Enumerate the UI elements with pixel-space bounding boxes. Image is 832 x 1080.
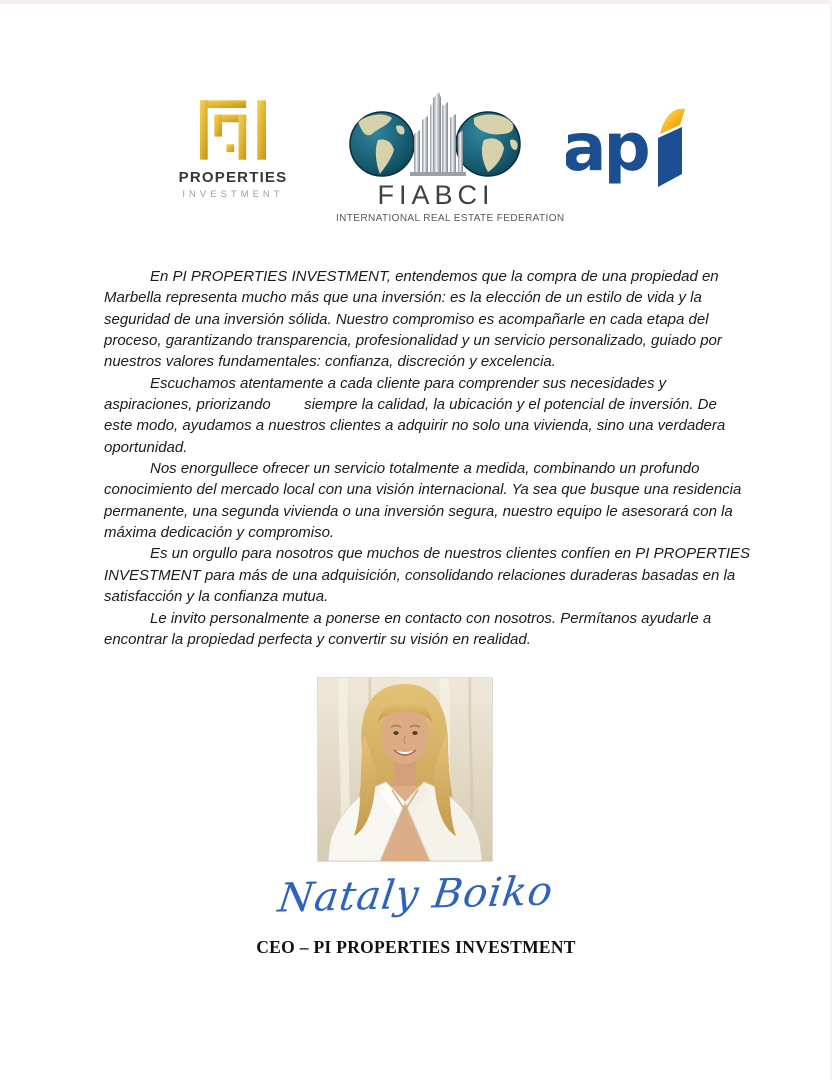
letter-line: nuestros valores fundamentales: confianza, discreción y excelencia. [104, 353, 556, 371]
letter-line: oportunidad. [104, 438, 188, 456]
letter-line: encontrar la propiedad perfecta y convertir su visión en realidad. [104, 630, 531, 648]
pi-wordmark-properties: PROPERTIES [178, 169, 288, 186]
paragraph [104, 543, 772, 607]
letter-line: este modo, ayudamos a nuestros clientes a adquirir no solo una vivienda, sino una verdadera [104, 417, 726, 435]
fiabci-wordmark: FIABCI [377, 180, 495, 210]
letter-line: INVESTMENT para más de una adquisición, consolidando relaciones duraderas basadas en la [104, 566, 736, 584]
letter-line: Es un orgullo para nosotros que muchos de nuestros clientes confíen en PI PROPERTIES [150, 545, 751, 563]
api-wordmark-icon [566, 106, 696, 191]
letter-line: aspiraciones, priorizando siempre la calidad, la ubicación y el potencial de inversión. De [104, 396, 717, 414]
page-top-edge-strip [0, 0, 832, 4]
ceo-title: CEO – PI PROPERTIES INVESTMENT [256, 937, 576, 957]
api-logo [566, 106, 696, 196]
fiabci-globes-icon [338, 92, 534, 182]
paragraph [104, 373, 772, 458]
paragraph [104, 458, 772, 543]
letter-line: Escuchamos atentamente a cada cliente para comprender sus necesidades y [150, 374, 667, 392]
letter-line: conocimiento del mercado local con una visión internacional. Ya sea que busque una residencia [104, 481, 742, 499]
letter-line: proceso, garantizando transparencia, profesionalidad y un servicio personalizado, guiado por [104, 332, 722, 350]
pi-wordmark-investment: INVESTMENT [182, 189, 284, 200]
letter-line: En PI PROPERTIES INVESTMENT, entendemos que la compra de una propiedad en [150, 268, 719, 285]
signature-nataly-boiko: Nataly Boiko [275, 868, 557, 922]
fiabci-logo [336, 92, 565, 224]
letter-line: Nos enorgullece ofrecer un servicio totalmente a medida, combinando un profundo [150, 460, 700, 478]
letter-line: Le invito personalmente a ponerse en contacto con nosotros. Permítanos ayudarle a [150, 609, 712, 627]
letter-body [104, 266, 772, 650]
portrait-photo [317, 677, 493, 862]
letter-line: satisfacción y la confianza mutua. [104, 588, 329, 606]
paragraph [104, 266, 772, 373]
letter-line: Marbella representa mucho más que una inversión: es la elección de un estilo de vida y la [104, 289, 702, 307]
signature-block [0, 868, 832, 922]
letter-line: permanente, una segunda vivienda o una inversión segura, nuestro equipo le asesorará con la [104, 502, 733, 520]
letter-line: máxima dedicación y compromiso. [104, 524, 335, 542]
api-letters: ap [566, 109, 648, 186]
pi-monogram-icon [200, 100, 266, 160]
properties-investment-logo [168, 100, 298, 200]
fiabci-tagline: INTERNATIONAL REAL ESTATE FEDERATION [336, 213, 565, 224]
letter-line: seguridad de una inversión sólida. Nuestro compromiso es acompañarle en cada etapa del [104, 310, 709, 328]
paragraph [104, 608, 772, 651]
